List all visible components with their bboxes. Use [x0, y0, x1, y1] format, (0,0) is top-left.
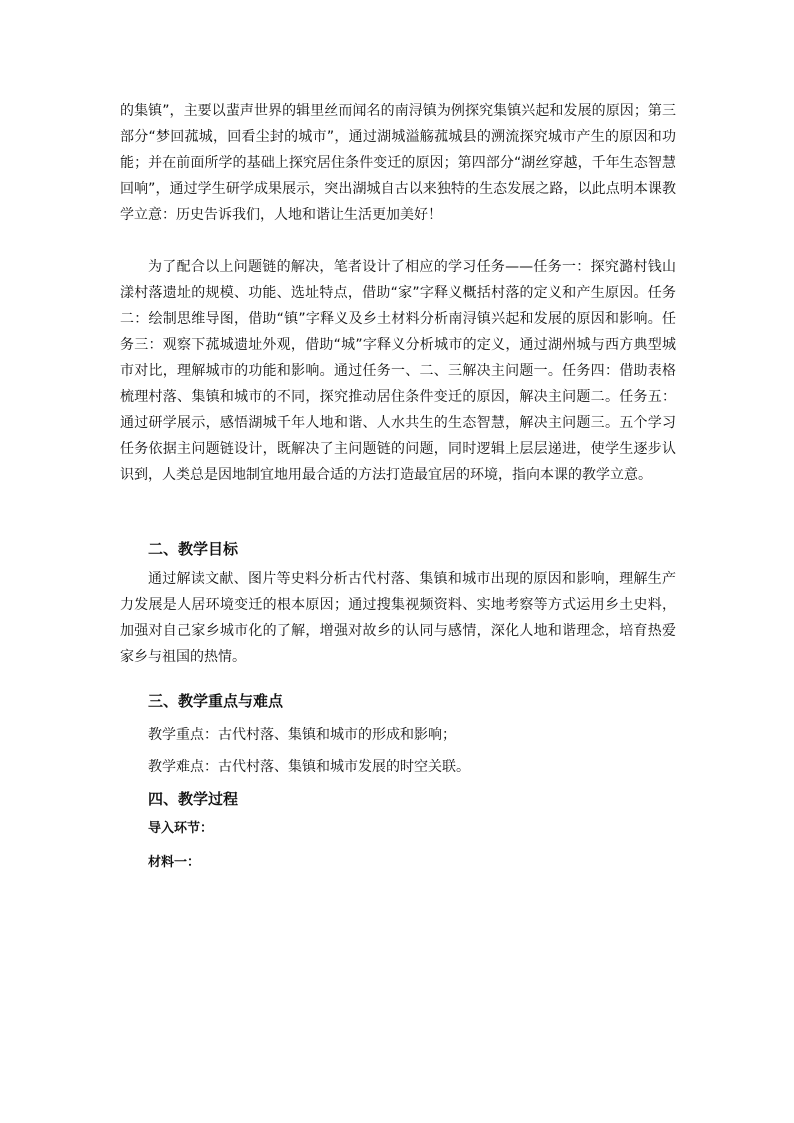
- heading-teaching-objectives: 二、教学目标: [148, 540, 239, 558]
- paragraph-learning-tasks: 为了配合以上问题链的解决，笔者设计了相应的学习任务——任务一：探究潞村钱山漾村落遗址的规模、功能、选址特点，借助“家”字释义概括村落的定义和产生原因。任务二：绘制思维导图，借助“镇”字释义及乡土材料分析南浔镇兴起和发展的原因和影响。任务三：观察下菰城遗址外观，借助“城”字释义分析城市的定义，通过湖州城与西方典型城市对比，理解城市的功能和影响。通过任务一、二、三解决主问题一。任务四：借助表格梳理村落、集镇和城市的不同，探究推动居住条件变迁的原因，解决主问题二。任务五：通过研学展示，感悟湖城千年人地和谐、人水共生的生态智慧，解决主问题三。五个学习任务依据主问题链设计，既解决了主问题链的问题，同时逻辑上层层递进，使学生逐步认识到，人类总是因地制宜地用最合适的方法打造最宜居的环境，指向本课的教学立意。: [120, 259, 676, 483]
- paragraph-course-structure: 的集镇”，主要以蜚声世界的辑里丝而闻名的南浔镇为例探究集镇兴起和发展的原因；第三部分“梦回菰城，回看尘封的城市”，通过湖城溢觞菰城县的溯流探究城市产生的原因和功能；并在前面所学的基础上探究居住条件变迁的原因；第四部分“湖丝穿越，千年生态智慧回响”，通过学生研学成果展示，突出湖城自古以来独特的生态发展之路，以此点明本课教学立意：历史告诉我们，人地和谐让生活更加美好！: [120, 103, 676, 223]
- paragraph-teaching-objectives: 通过解读文献、图片等史料分析古代村落、集镇和城市出现的原因和影响，理解生产力发展是人居环境变迁的根本原因；通过搜集视频资料、实地考察等方式运用乡土史料，加强对自己家乡城市化的了解，增强对故乡的认同与感情，深化人地和谐理念，培育热爱家乡与祖国的热情。: [120, 571, 676, 665]
- heading-teaching-process: 四、教学过程: [148, 790, 239, 808]
- material-one-label: 材料一：: [148, 855, 201, 870]
- teaching-key-point: 教学重点：古代村落、集镇和城市的形成和影响；: [148, 727, 456, 743]
- heading-key-points-difficulties: 三、教学重点与难点: [148, 692, 284, 710]
- teaching-difficulty: 教学难点：古代村落、集镇和城市发展的时空关联。: [148, 759, 470, 775]
- intro-section-label: 导入环节：: [148, 821, 214, 836]
